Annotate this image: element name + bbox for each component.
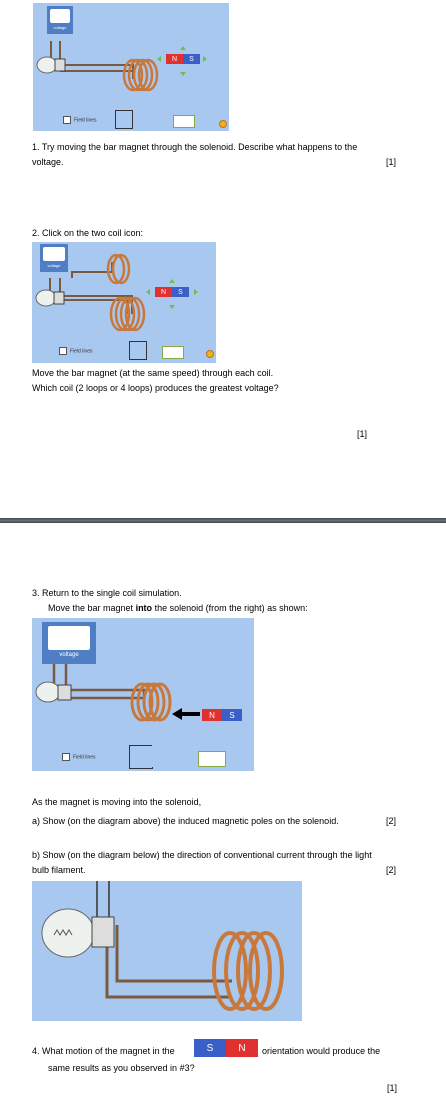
field-lines-checkbox[interactable] [63, 116, 71, 124]
q4-text-pre: 4. What motion of the magnet in the [32, 1046, 175, 1056]
circuit-diagram-blank [32, 881, 302, 1021]
voltmeter: voltage [40, 244, 68, 272]
q4-marks: [1] [387, 1083, 398, 1093]
q2-heading: 2. Click on the two coil icon: [32, 228, 144, 238]
q3-moving: As the magnet is moving into the solenoid, [32, 797, 202, 807]
compass-icon[interactable] [198, 751, 226, 767]
simulation-panel-two-coil [32, 242, 216, 363]
q1-line1: 1. Try moving the bar magnet through the solenoid. Describe what happens to the [32, 142, 358, 152]
compass-icon[interactable] [173, 115, 195, 128]
motion-arrow [172, 708, 200, 720]
field-lines-toggle[interactable]: Field lines [62, 753, 96, 761]
q3-b-marks: [2] [386, 865, 397, 875]
q3-part-b-line2: bulb filament. [32, 865, 86, 875]
magnet-north: N [226, 1039, 258, 1057]
reset-icon[interactable] [219, 120, 227, 128]
q3-part-b-line1: b) Show (on the diagram below) the direction of conventional current through the light [32, 850, 372, 860]
two-coil-icon[interactable] [129, 341, 147, 360]
single-coil-icon[interactable] [115, 110, 133, 129]
q2-line1: Move the bar magnet (at the same speed) through each coil. [32, 368, 274, 378]
q1-marks: [1] [386, 157, 397, 167]
q4-magnet-icon [194, 1039, 258, 1057]
q3-instruction: Move the bar magnet into the solenoid (from the right) as shown: [48, 603, 308, 613]
field-lines-toggle[interactable]: Field lines [59, 347, 93, 355]
simulation-panel-magnet-entering [32, 618, 254, 771]
q2-line2: Which coil (2 loops or 4 loops) produces the greatest voltage? [32, 383, 279, 393]
two-coil-icon[interactable] [152, 745, 174, 767]
q3-part-a: a) Show (on the diagram above) the induced magnetic poles on the solenoid. [32, 816, 339, 826]
light-bulb [36, 682, 71, 702]
q4-line2: same results as you observed in #3? [48, 1063, 195, 1073]
field-lines-toggle[interactable]: Field lines [63, 116, 97, 124]
single-coil-icon[interactable] [110, 341, 126, 358]
q2-marks: [1] [357, 429, 368, 439]
q4-text-post: orientation would produce the [262, 1046, 381, 1056]
reset-icon[interactable] [206, 350, 214, 358]
q3-heading: 3. Return to the single coil simulation. [32, 588, 182, 598]
light-bulb [37, 57, 65, 73]
two-coil-icon[interactable] [135, 110, 151, 127]
voltmeter: voltage [42, 622, 96, 664]
magnet-south: S [183, 54, 200, 64]
single-coil-icon[interactable] [129, 745, 153, 769]
page-divider [0, 518, 446, 523]
compass-icon[interactable] [162, 346, 184, 359]
q3-a-marks: [2] [386, 816, 397, 826]
magnet-south: S [194, 1039, 226, 1057]
voltmeter [47, 6, 73, 34]
light-bulb [42, 909, 114, 957]
magnet-north: N [166, 54, 183, 64]
bar-magnet[interactable] [166, 54, 200, 64]
q1-line2: voltage. [32, 157, 64, 167]
voltmeter-label: voltage [53, 25, 67, 30]
bar-magnet[interactable]: N S [202, 709, 242, 721]
simulation-panel-single-coil [33, 3, 229, 131]
bar-magnet[interactable]: N S [155, 287, 189, 297]
